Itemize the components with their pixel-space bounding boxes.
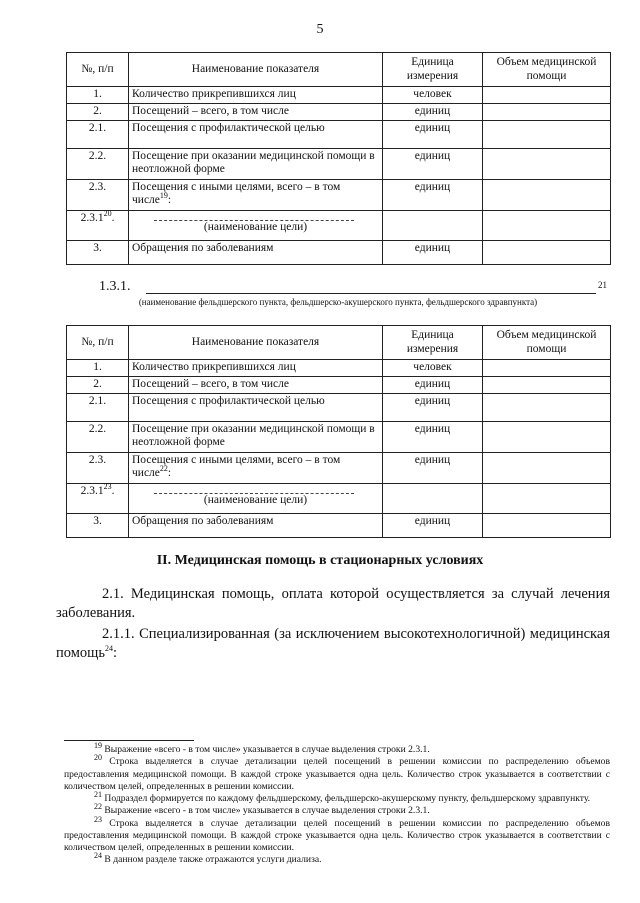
volume-cell: [483, 103, 611, 120]
header-name: Наименование показателя: [129, 53, 383, 87]
volume-cell: [483, 87, 611, 104]
volume-cell: [483, 421, 611, 452]
section-131-label: 1.3.1.: [99, 279, 131, 294]
volume-cell: [483, 452, 611, 483]
table-header-row: [67, 53, 611, 87]
volume-cell: [483, 120, 611, 148]
table-row: 2.2. Посещение при оказании медицинской помощи в неотложной форме единиц: [67, 421, 611, 452]
footnote-21: $^{21}$ Подраздел формируется по каждому фельдшерскому, фельдшерско-акушерскому пункту, фельдшерскому здравпункту.: [94, 789, 591, 805]
volume-cell: [483, 483, 611, 513]
table-row: 2.1. Посещения с профилактической целью единиц: [67, 120, 611, 148]
paragraph-2-1-1: 2.1.1. Специализированная (за исключением высокотехнологичной) медицинская помощь$^{24}$:: [56, 626, 610, 661]
volume-cell: [483, 376, 611, 393]
volume-cell: [483, 148, 611, 179]
fill-in-line: [154, 214, 354, 221]
table-row: 3. Обращения по заболеваниям единиц: [67, 240, 611, 264]
table-row: 2. Посещений – всего, в том числе единиц: [67, 376, 611, 393]
section-title: II. Медицинская помощь в стационарных условиях: [156, 553, 484, 568]
header-unit: Единица измерения: [383, 53, 483, 87]
header-volume: Объем медицинской помощи: [483, 53, 611, 87]
indicator-table-2: [66, 325, 611, 538]
table-row: 1. Количество прикрепившихся лиц человек: [67, 87, 611, 104]
footnote-20: $^{20}$ Строка выделяется в случае детализации целей посещений в решении комиссии по распределению объемов предоставления медицинской помощи. В каждой строке указывается одна цель. Количество строк указывается в соответствии с количеством целей, определенных в решении комиссии.: [64, 753, 610, 792]
footnote-22: $^{22}$ Выражение «всего - в том числе» указывается в случае выделения строки 2.3.1.: [94, 802, 430, 817]
paragraph-2-1: 2.1. Медицинская помощь, оплата которой осуществляется за случай лечения заболевания.: [56, 586, 610, 621]
indicator-table-1: [66, 52, 611, 265]
footnote-separator: [64, 740, 194, 741]
volume-cell: [483, 513, 611, 537]
footnote-23: $^{23}$ Строка выделяется в случае детализации целей посещений в решении комиссии по распределению объемов предоставления медицинской помощи. В каждой строке указывается одна цель. Количество строк указывается в соответствии с количеством целей, определенных в решении комиссии.: [64, 814, 610, 854]
table-row: 2.3. Посещения с иными целями, всего – в том числе$^{19}$: единиц: [67, 179, 611, 210]
volume-cell: [483, 210, 611, 240]
header-volume: Объем медицинской помощи: [483, 326, 611, 360]
section-131-footnote-ref: 21: [598, 280, 607, 290]
section-131-note: (наименование фельдшерского пункта, фельдшерско-акушерского пункта, фельдшерского здравпункта): [138, 297, 538, 307]
table-row: 2.1. Посещения с профилактической целью единиц: [67, 393, 611, 421]
table-header-row: [67, 326, 611, 360]
header-num: №, п/п: [67, 326, 129, 360]
volume-cell: [483, 240, 611, 264]
footnote-24: $^{24}$ В данном разделе также отражаются услуги диализа.: [94, 851, 322, 866]
header-unit: Единица измерения: [383, 326, 483, 360]
volume-cell: [483, 393, 611, 421]
fill-in-line: [154, 487, 354, 494]
table-row: 3. Обращения по заболеваниям единиц: [67, 513, 611, 537]
header-num: №, п/п: [67, 53, 129, 87]
header-name: Наименование показателя: [129, 326, 383, 360]
footnotes: [64, 740, 610, 867]
volume-cell: [483, 360, 611, 377]
footnote-19: $^{19}$ Выражение «всего - в том числе» указывается в случае выделения строки 2.3.1.: [94, 740, 430, 755]
table-row: 2. Посещений – всего, в том числе единиц: [67, 103, 611, 120]
table-row: 1. Количество прикрепившихся лиц человек: [67, 360, 611, 377]
volume-cell: [483, 179, 611, 210]
table-row: 2.3. Посещения с иными целями, всего – в том числе$^{22}$: единиц: [67, 452, 611, 483]
page-number: 5: [316, 22, 324, 37]
table-row: 2.3.1$^{20}$. (наименование цели): [67, 210, 611, 240]
section-131-fill-line: [146, 293, 596, 294]
table-row: 2.2. Посещение при оказании медицинской помощи в неотложной форме единиц: [67, 148, 611, 179]
table-row: 2.3.1$^{23}$. (наименование цели): [67, 483, 611, 513]
